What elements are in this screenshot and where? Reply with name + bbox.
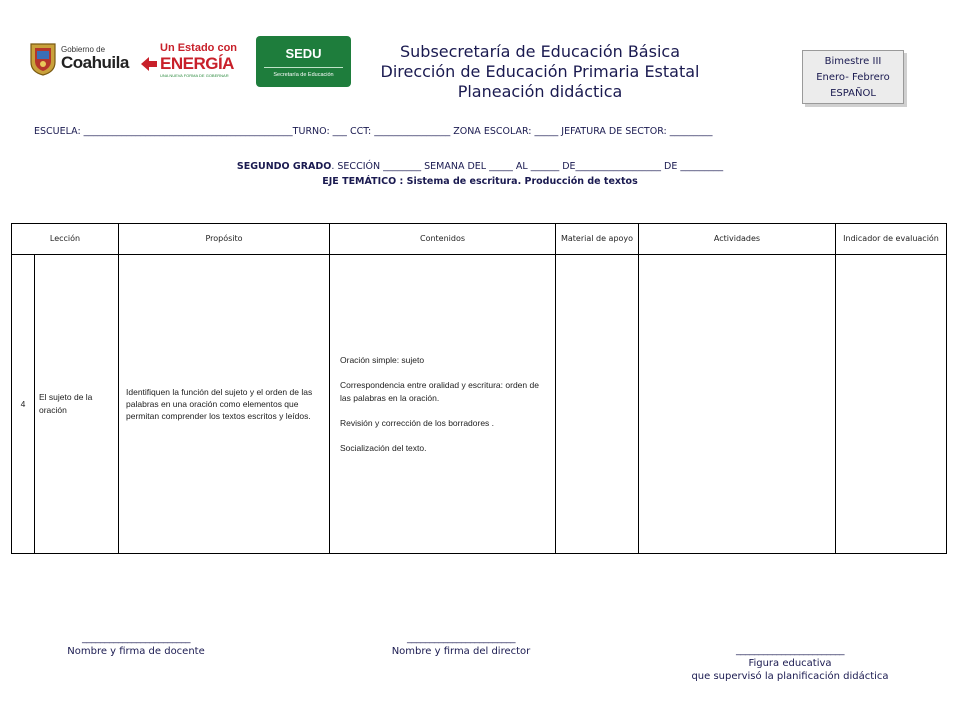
signature-docente — [36, 632, 236, 658]
sedu-logo — [256, 36, 351, 87]
header-contenidos: Contenidos — [330, 224, 556, 255]
lesson-contents — [330, 255, 556, 554]
document-title — [360, 42, 720, 102]
grade-label: SEGUNDO GRADO — [236, 161, 332, 172]
estado-energia-logo — [140, 42, 240, 78]
header-actividades: Actividades — [639, 224, 836, 255]
coahuila-logo-small-text: Gobierno de — [61, 45, 106, 54]
signature-line: ________________________ — [736, 645, 844, 656]
lesson-material-cell — [556, 255, 639, 554]
gobierno-coahuila-logo — [28, 42, 132, 78]
signature-figura-label-2: que supervisó la planificación didáctica — [691, 671, 889, 682]
lesson-title: El sujeto de la oración — [35, 255, 119, 554]
title-line-direccion: Dirección de Educación Primaria Estatal — [380, 62, 700, 81]
energia-logo-big-text: ENERGÍA — [160, 54, 234, 73]
sedu-logo-subtitle: Secretaría de Educación — [273, 72, 334, 78]
title-line-subsecretaria: Subsecretaría de Educación Básica — [399, 42, 680, 61]
header-proposito: Propósito — [119, 224, 330, 255]
form-school-line: ESCUELA: ____________________________________________TURNO: ___ CCT: ________________ ZONA ESCOLAR: _____ JEFATURA DE SECTOR: _________ — [34, 126, 713, 137]
table-header-row — [12, 224, 947, 255]
sedu-logo-divider — [264, 67, 343, 68]
bimestre-months: Enero- Febrero — [816, 72, 890, 83]
bimestre-box — [802, 50, 904, 104]
signature-line: ________________________ — [407, 633, 515, 644]
bimestre-label: Bimestre III — [824, 56, 882, 67]
lesson-indicator-cell — [836, 255, 947, 554]
form-section-week: . SECCIÓN ________ SEMANA DEL _____ AL ______ DE__________________ DE _________ — [331, 161, 724, 172]
form-grade-line — [0, 161, 960, 172]
header-indicador: Indicador de evaluación — [836, 224, 947, 255]
bimestre-subject: ESPAÑOL — [830, 88, 876, 99]
lesson-activities-cell — [639, 255, 836, 554]
signature-director — [361, 632, 561, 658]
signature-director-label: Nombre y firma del director — [391, 646, 531, 657]
signature-figura-educativa — [670, 644, 910, 683]
signature-line: ________________________ — [82, 633, 190, 644]
content-item: Oración simple: sujeto — [340, 354, 425, 365]
lesson-number: 4 — [12, 255, 35, 554]
energia-arrow-icon — [140, 56, 158, 72]
coahuila-logo-big-text: Coahuila — [61, 53, 129, 72]
signature-docente-label: Nombre y firma de docente — [67, 646, 205, 657]
sedu-logo-word: SEDU — [285, 46, 322, 61]
form-eje-tematico: EJE TEMÁTICO : Sistema de escritura. Producción de textos — [322, 176, 638, 187]
signature-figura-label: Figura educativa — [748, 658, 832, 669]
content-item: Socialización del texto. — [340, 442, 427, 453]
title-line-planeacion: Planeación didáctica — [457, 82, 623, 101]
header-leccion: Lección — [12, 224, 119, 255]
coahuila-shield-icon — [28, 42, 58, 76]
header-material: Material de apoyo — [556, 224, 639, 255]
energia-logo-top-text: Un Estado con — [160, 42, 238, 54]
planning-table — [11, 223, 947, 554]
table-row — [12, 255, 947, 554]
content-item: Revisión y corrección de los borradores . — [340, 417, 495, 428]
energia-logo-tagline: UNA NUEVA FORMA DE GOBERNAR — [160, 73, 229, 78]
lesson-purpose: Identifiquen la función del sujeto y el orden de las palabras en una oración como elementos que permitan comprender los textos escritos y leídos. — [119, 255, 330, 554]
content-item: Correspondencia entre oralidad y escritura: orden de las palabras en la oración. — [340, 379, 539, 403]
